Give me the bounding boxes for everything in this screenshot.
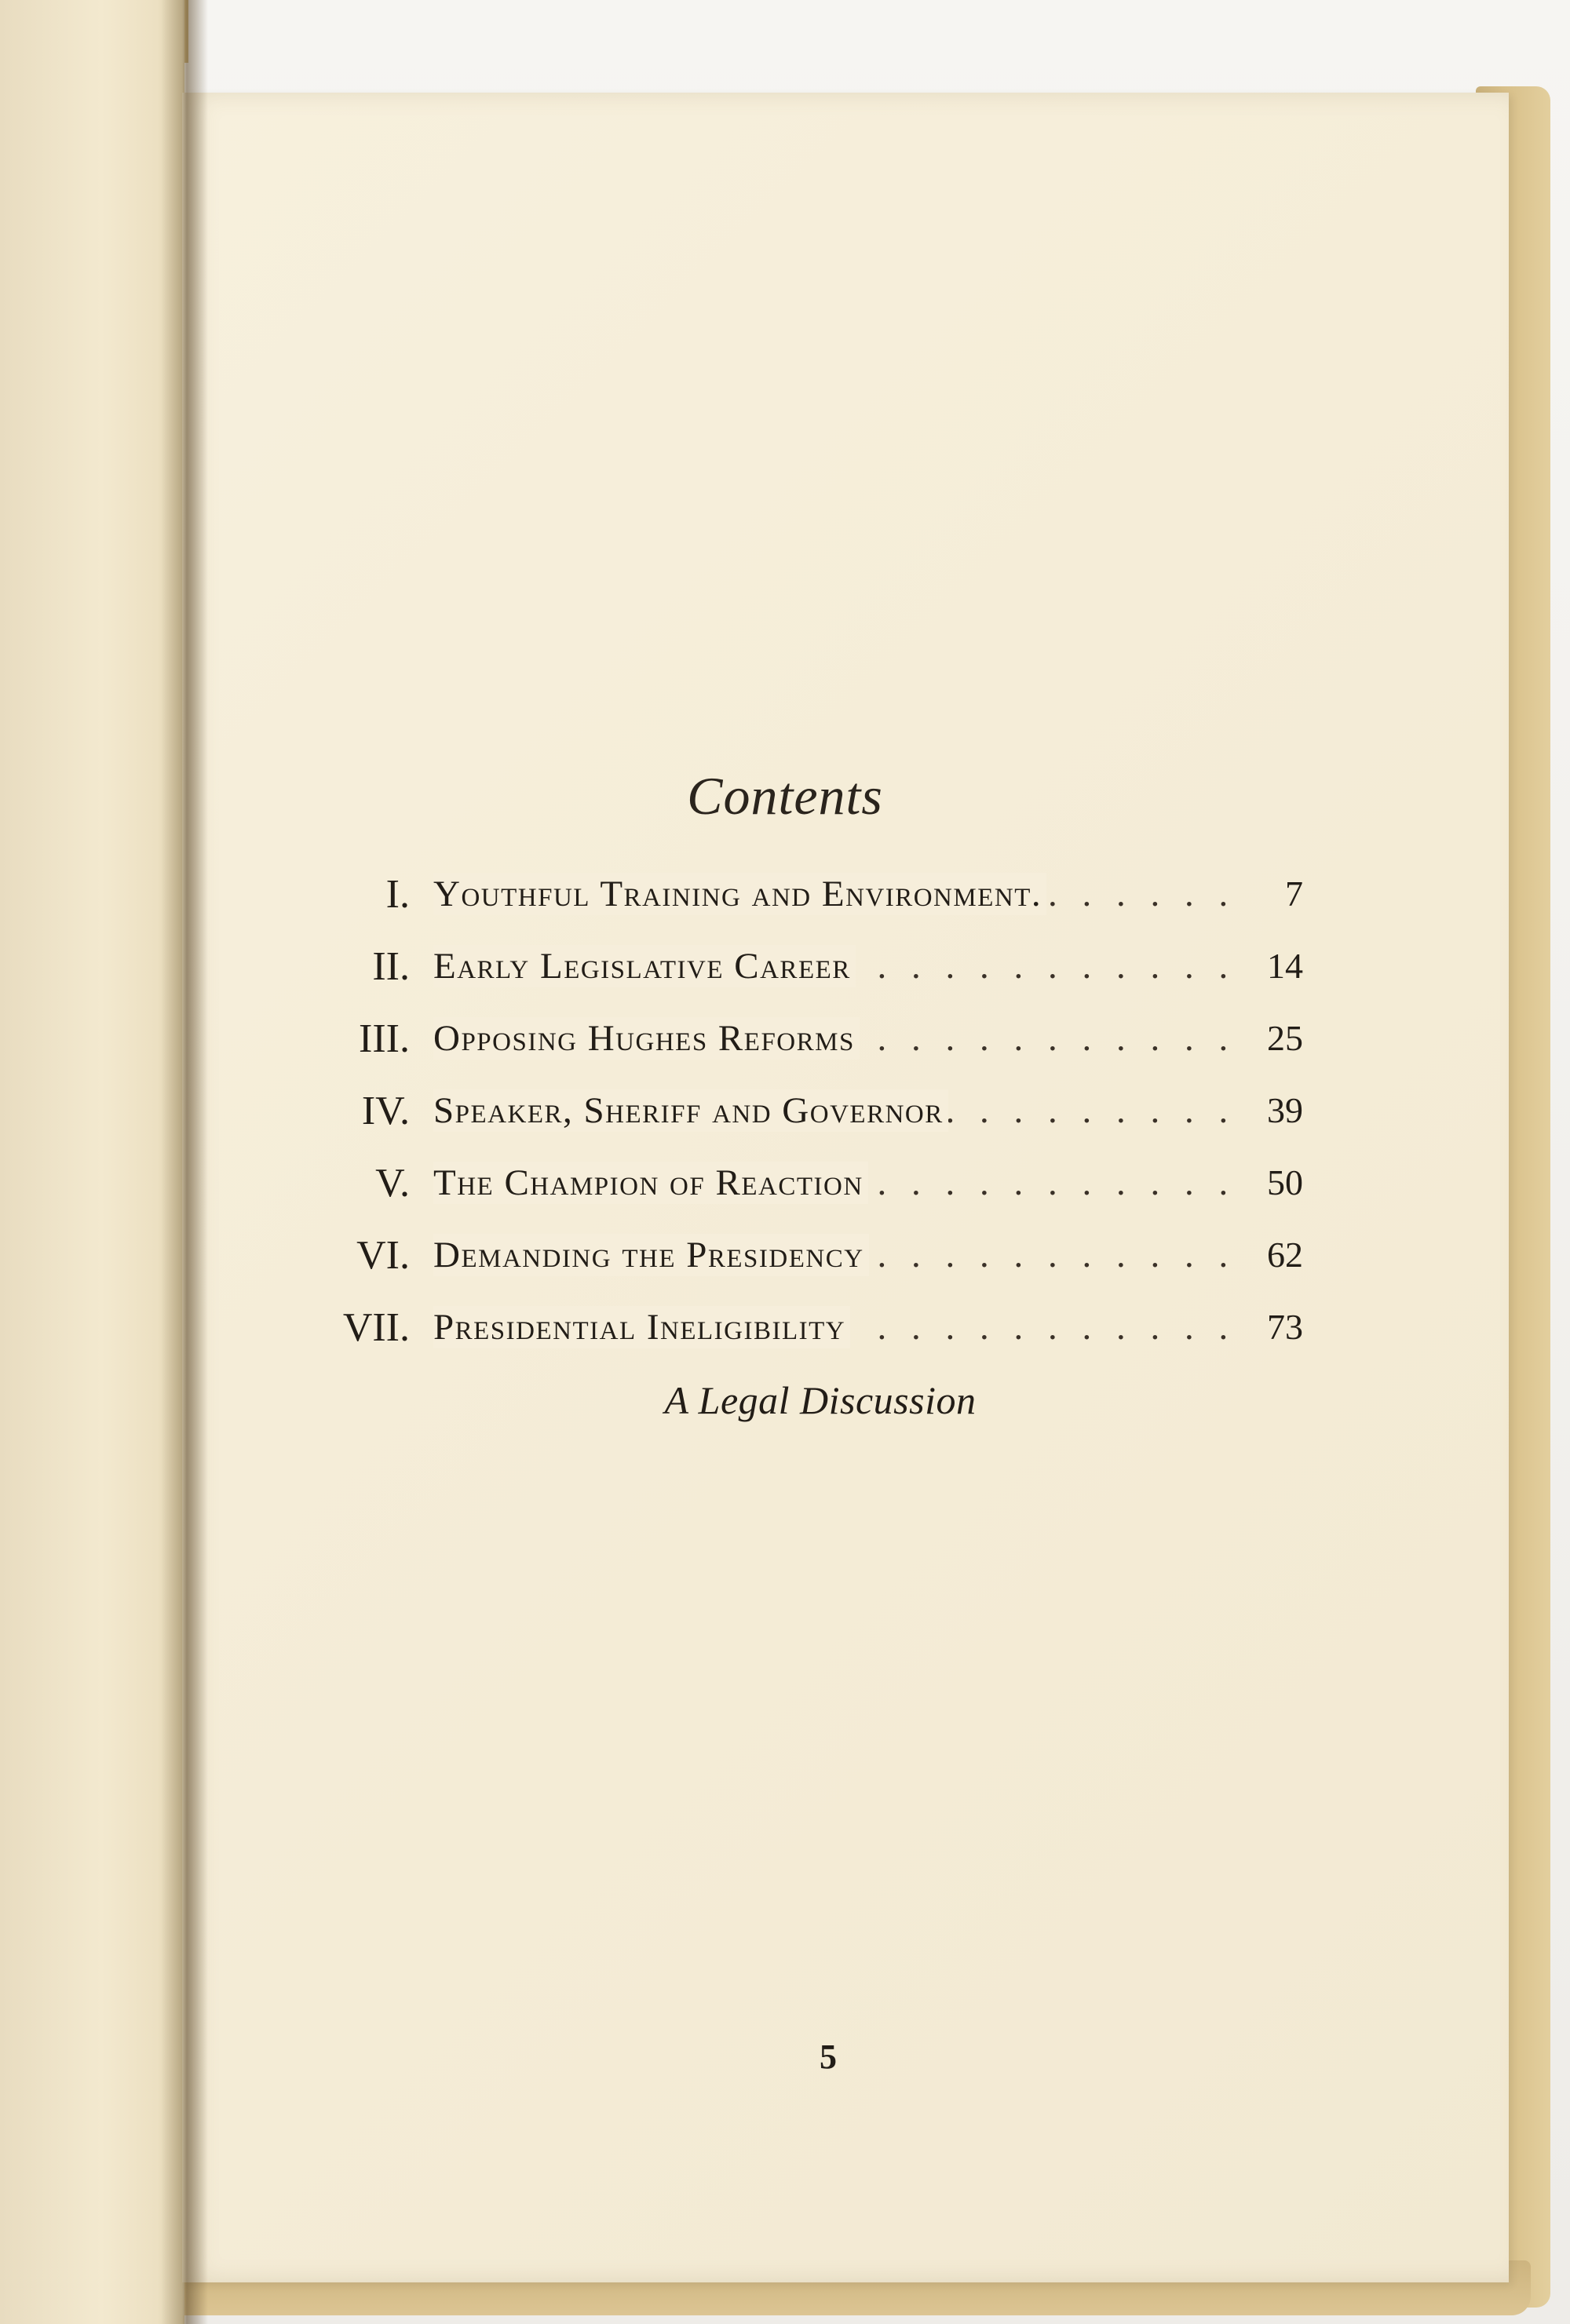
toc-entry-4: [314, 1088, 1334, 1160]
book-gutter: [161, 0, 208, 2324]
chapter-page-number: 39: [1267, 1090, 1303, 1130]
toc-entry-7: [314, 1304, 1334, 1377]
toc-entry-2: [314, 943, 1334, 1016]
toc-entry-5: [314, 1160, 1334, 1232]
chapter-page-number: 73: [1267, 1307, 1303, 1347]
chapter-page-number: 7: [1285, 874, 1303, 914]
chapter-title: Opposing Hughes Reforms: [433, 1017, 860, 1060]
chapter-title: Speaker, Sheriff and Governor: [433, 1089, 948, 1132]
chapter-page-number: 14: [1267, 946, 1303, 986]
toc-entry-1: [314, 871, 1334, 943]
chapter-page-number: 50: [1267, 1162, 1303, 1202]
chapter-numeral: III.: [359, 1016, 410, 1061]
chapter-title: Demanding the Presidency: [433, 1234, 869, 1276]
contents-heading: Contents: [687, 766, 883, 826]
chapter-page-number: 62: [1267, 1235, 1303, 1275]
chapter-title: Early Legislative Career: [433, 945, 856, 987]
toc-entry-3: [314, 1016, 1334, 1088]
left-page: [0, 0, 184, 2324]
chapter-title: The Champion of Reaction: [433, 1162, 868, 1204]
chapter-numeral: V.: [375, 1161, 410, 1206]
chapter-page-number: 25: [1267, 1018, 1303, 1058]
chapter-numeral: IV.: [361, 1089, 410, 1133]
chapter-numeral: VII.: [342, 1305, 410, 1350]
chapter-subtitle: A Legal Discussion: [664, 1378, 977, 1422]
toc-entry-6: [314, 1232, 1334, 1304]
chapter-title: Presidential Ineligibility: [433, 1306, 850, 1348]
table-of-contents: [314, 871, 1334, 1377]
chapter-numeral: VI.: [356, 1233, 410, 1278]
page-number: 5: [820, 2038, 837, 2076]
chapter-title: Youthful Training and Environment.: [433, 873, 1046, 915]
chapter-numeral: II.: [372, 944, 410, 989]
chapter-numeral: I.: [385, 872, 410, 917]
